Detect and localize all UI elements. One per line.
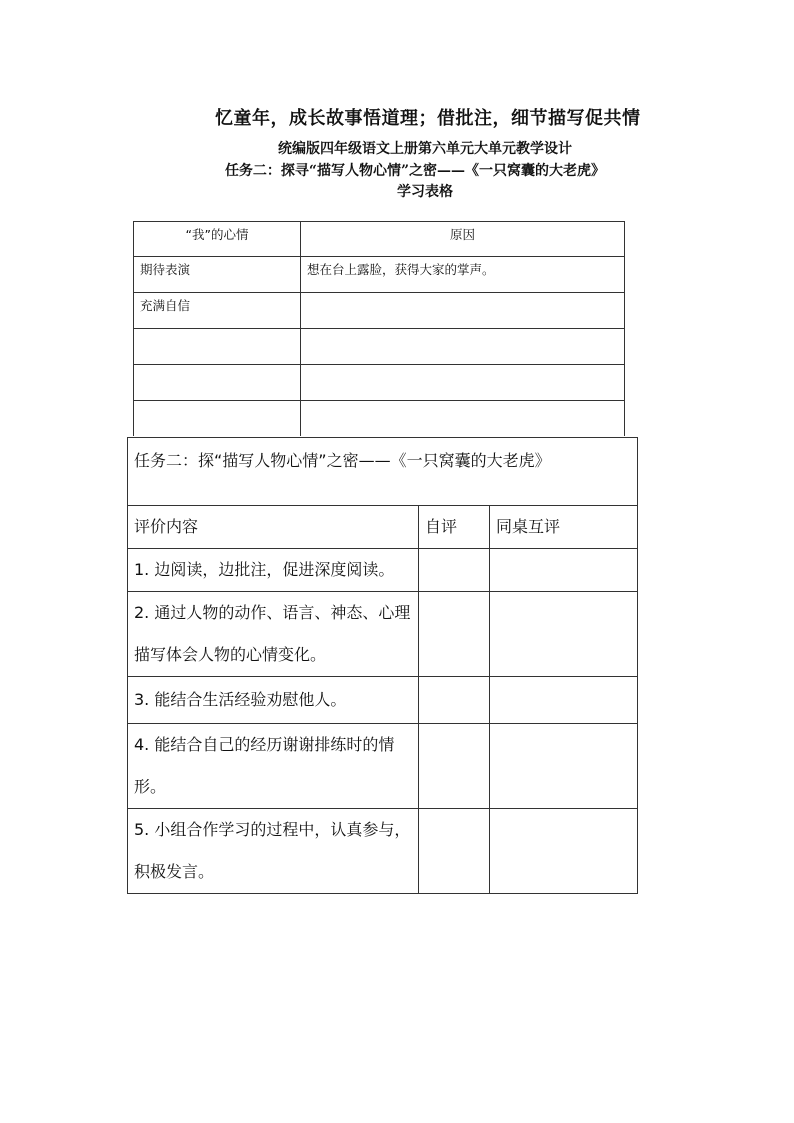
peer-eval-cell[interactable]	[490, 724, 638, 809]
table-row	[134, 293, 625, 329]
column-header-reason: 原因	[301, 222, 625, 257]
self-eval-cell[interactable]	[419, 724, 490, 809]
column-header-peer: 同桌互评	[490, 506, 638, 549]
mood-table	[133, 221, 625, 436]
task-heading: 任务二：探寻“描写人物心情”之密——《一只窝囊的大老虎》	[224, 163, 606, 179]
reason-cell[interactable]	[301, 329, 625, 365]
document-subtitle: 统编版四年级语文上册第六单元大单元教学设计	[278, 141, 572, 157]
document-title: 忆童年，成长故事悟道理；借批注，细节描写促共情	[215, 108, 641, 129]
self-eval-cell[interactable]	[419, 592, 490, 677]
reason-cell[interactable]	[301, 293, 625, 329]
column-header-mood: “我”的心情	[134, 222, 301, 257]
table-row	[128, 592, 638, 677]
peer-eval-cell[interactable]	[490, 592, 638, 677]
self-eval-cell[interactable]	[419, 549, 490, 592]
mood-cell[interactable]	[134, 329, 301, 365]
evaluation-task-row	[128, 438, 638, 506]
table-row	[128, 809, 638, 894]
mood-cell[interactable]	[134, 401, 301, 437]
self-eval-cell[interactable]	[419, 677, 490, 724]
table-row	[128, 724, 638, 809]
form-heading: 学习表格	[397, 184, 453, 200]
criterion-cell: 3. 能结合生活经验劝慰他人。	[128, 677, 419, 724]
reason-cell[interactable]	[301, 365, 625, 401]
reason-cell[interactable]	[301, 401, 625, 437]
reason-cell[interactable]: 想在台上露脸，获得大家的掌声。	[301, 257, 625, 293]
evaluation-header-row	[128, 506, 638, 549]
mood-cell[interactable]	[134, 365, 301, 401]
column-header-self: 自评	[419, 506, 490, 549]
self-eval-cell[interactable]	[419, 809, 490, 894]
peer-eval-cell[interactable]	[490, 677, 638, 724]
mood-cell[interactable]: 期待表演	[134, 257, 301, 293]
criterion-cell: 5. 小组合作学习的过程中，认真参与，积极发言。	[128, 809, 419, 894]
table-row	[134, 365, 625, 401]
criterion-cell: 1. 边阅读，边批注，促进深度阅读。	[128, 549, 419, 592]
criterion-cell: 4. 能结合自己的经历谢谢排练时的情形。	[128, 724, 419, 809]
peer-eval-cell[interactable]	[490, 809, 638, 894]
mood-cell[interactable]: 充满自信	[134, 293, 301, 329]
table-header-row	[134, 222, 625, 257]
table-row	[134, 329, 625, 365]
table-row	[128, 677, 638, 724]
table-row	[134, 401, 625, 437]
table-row	[128, 549, 638, 592]
criterion-cell: 2. 通过人物的动作、语言、神态、心理描写体会人物的心情变化。	[128, 592, 419, 677]
column-header-content: 评价内容	[128, 506, 419, 549]
peer-eval-cell[interactable]	[490, 549, 638, 592]
table-row	[134, 257, 625, 293]
evaluation-task-title: 任务二：探“描写人物心情”之密——《一只窝囊的大老虎》	[128, 438, 638, 506]
evaluation-table	[127, 437, 638, 894]
